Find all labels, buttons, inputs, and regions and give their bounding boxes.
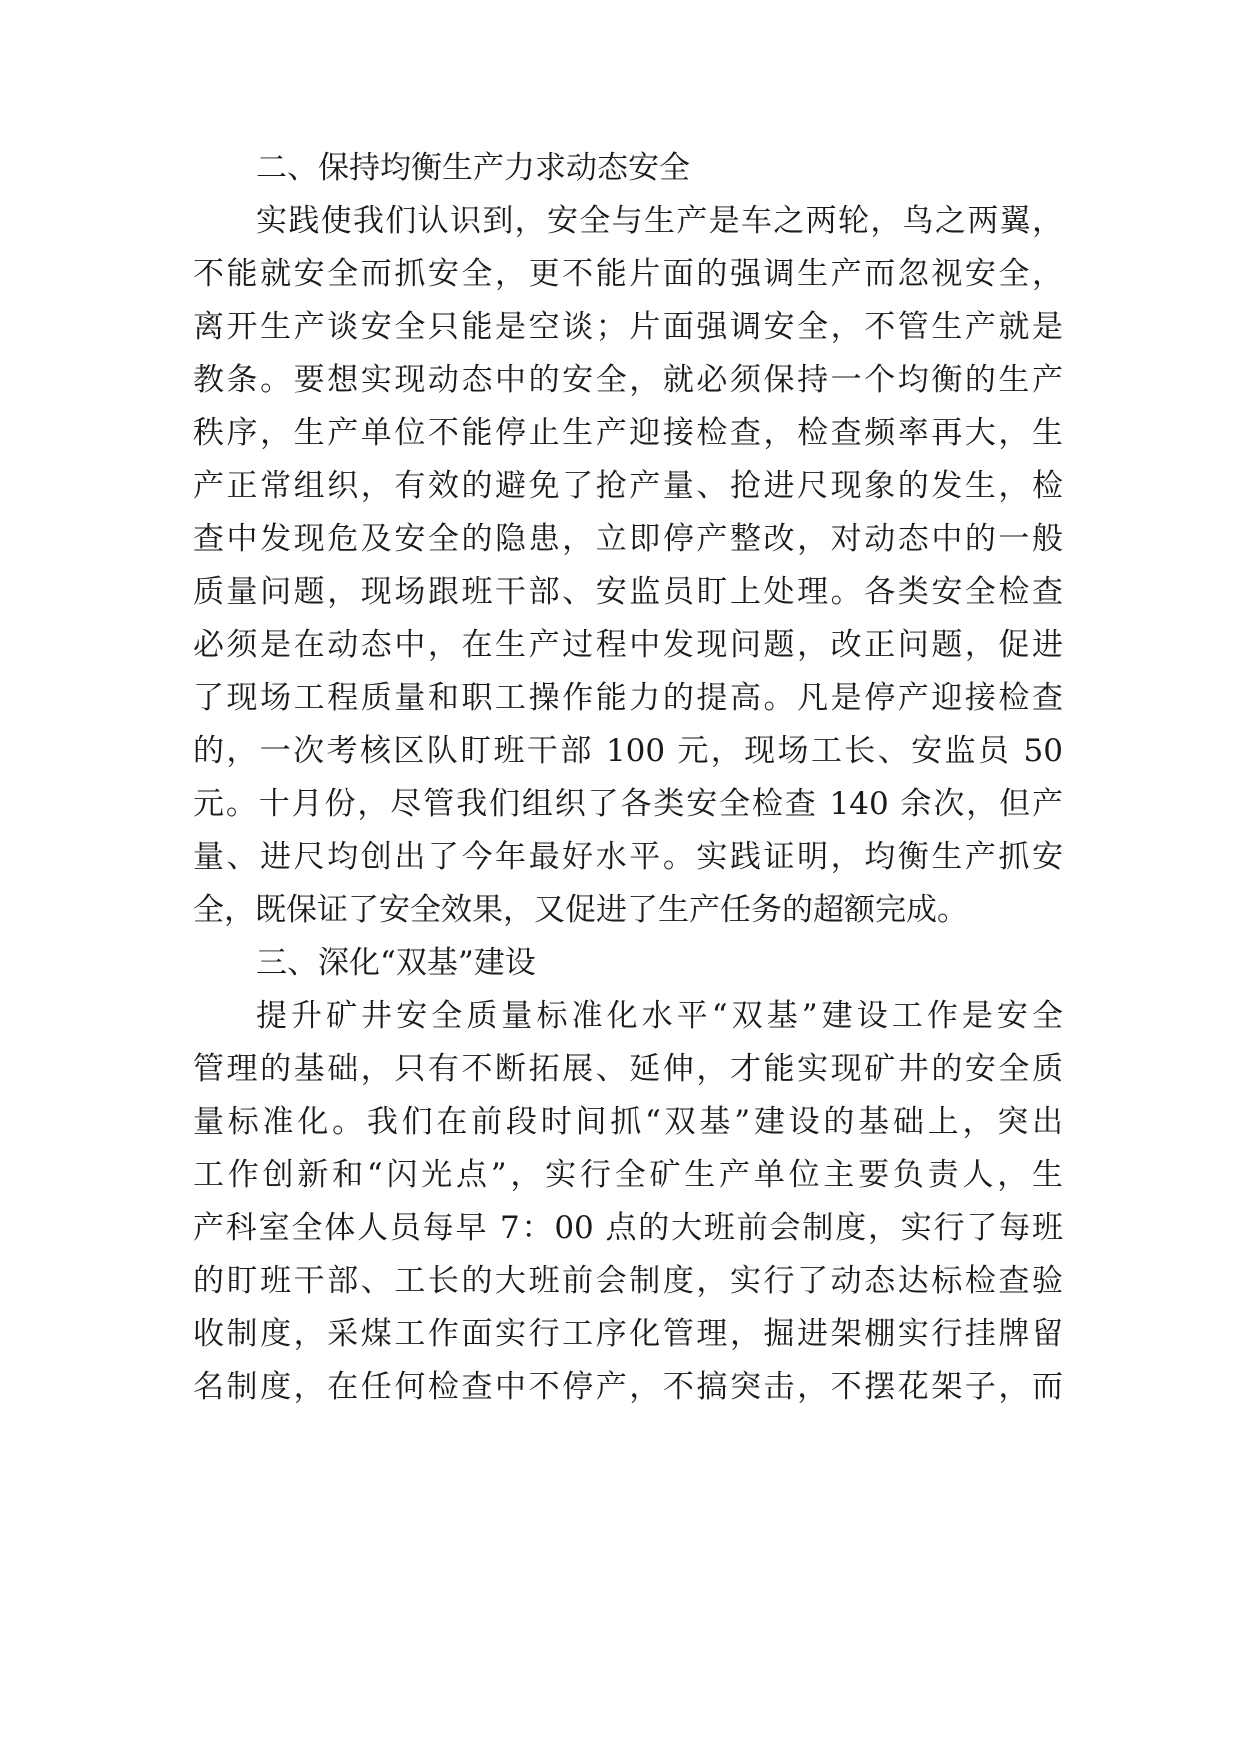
paragraph-line: 的，一次考核区队盯班干部 100 元，现场工长、安监员 50 bbox=[193, 733, 1063, 769]
paragraph-line: 了现场工程质量和职工操作能力的提高。凡是停产迎接检查 bbox=[193, 680, 1063, 716]
paragraph-line: 查中发现危及安全的隐患，立即停产整改，对动态中的一般 bbox=[193, 521, 1063, 557]
paragraph-line: 工作创新和“闪光点”，实行全矿生产单位主要负责人，生 bbox=[193, 1157, 1063, 1193]
paragraph-line: 不能就安全而抓安全，更不能片面的强调生产而忽视安全， bbox=[193, 256, 1063, 292]
paragraph-line: 名制度，在任何检查中不停产，不搞突击，不摆花架子，而 bbox=[193, 1369, 1063, 1405]
paragraph-line: 管理的基础，只有不断拓展、延伸，才能实现矿井的安全质 bbox=[193, 1051, 1063, 1087]
paragraph-line: 教条。要想实现动态中的安全，就必须保持一个均衡的生产 bbox=[193, 362, 1063, 398]
paragraph-line: 量标准化。我们在前段时间抓“双基”建设的基础上，突出 bbox=[193, 1104, 1063, 1140]
paragraph-line: 离开生产谈安全只能是空谈；片面强调安全，不管生产就是 bbox=[193, 309, 1063, 345]
paragraph-line: 质量问题，现场跟班干部、安监员盯上处理。各类安全检查 bbox=[193, 574, 1063, 610]
paragraph-line: 提升矿井安全质量标准化水平“双基”建设工作是安全 bbox=[256, 998, 1063, 1034]
paragraph-line: 必须是在动态中，在生产过程中发现问题，改正问题，促进 bbox=[193, 627, 1063, 663]
paragraph-line: 收制度，采煤工作面实行工序化管理，掘进架棚实行挂牌留 bbox=[193, 1316, 1063, 1352]
paragraph-line-last: 全，既保证了安全效果，又促进了生产任务的超额完成。 bbox=[193, 892, 968, 928]
paragraph-line: 量、进尺均创出了今年最好水平。实践证明，均衡生产抓安 bbox=[193, 839, 1063, 875]
paragraph-line: 产科室全体人员每早 7：00 点的大班前会制度，实行了每班 bbox=[193, 1210, 1063, 1246]
paragraph-line: 的盯班干部、工长的大班前会制度，实行了动态达标检查验 bbox=[193, 1263, 1063, 1299]
paragraph-line: 实践使我们认识到，安全与生产是车之两轮，鸟之两翼， bbox=[256, 203, 1063, 239]
paragraph-line: 元。十月份，尽管我们组织了各类安全检查 140 余次，但产 bbox=[193, 786, 1063, 822]
paragraph-line: 产正常组织，有效的避免了抢产量、抢进尺现象的发生，检 bbox=[193, 468, 1063, 504]
section-heading-2: 二、保持均衡生产力求动态安全 bbox=[256, 150, 690, 186]
section-heading-3: 三、深化“双基”建设 bbox=[256, 945, 536, 981]
paragraph-line: 秩序，生产单位不能停止生产迎接检查，检查频率再大，生 bbox=[193, 415, 1063, 451]
